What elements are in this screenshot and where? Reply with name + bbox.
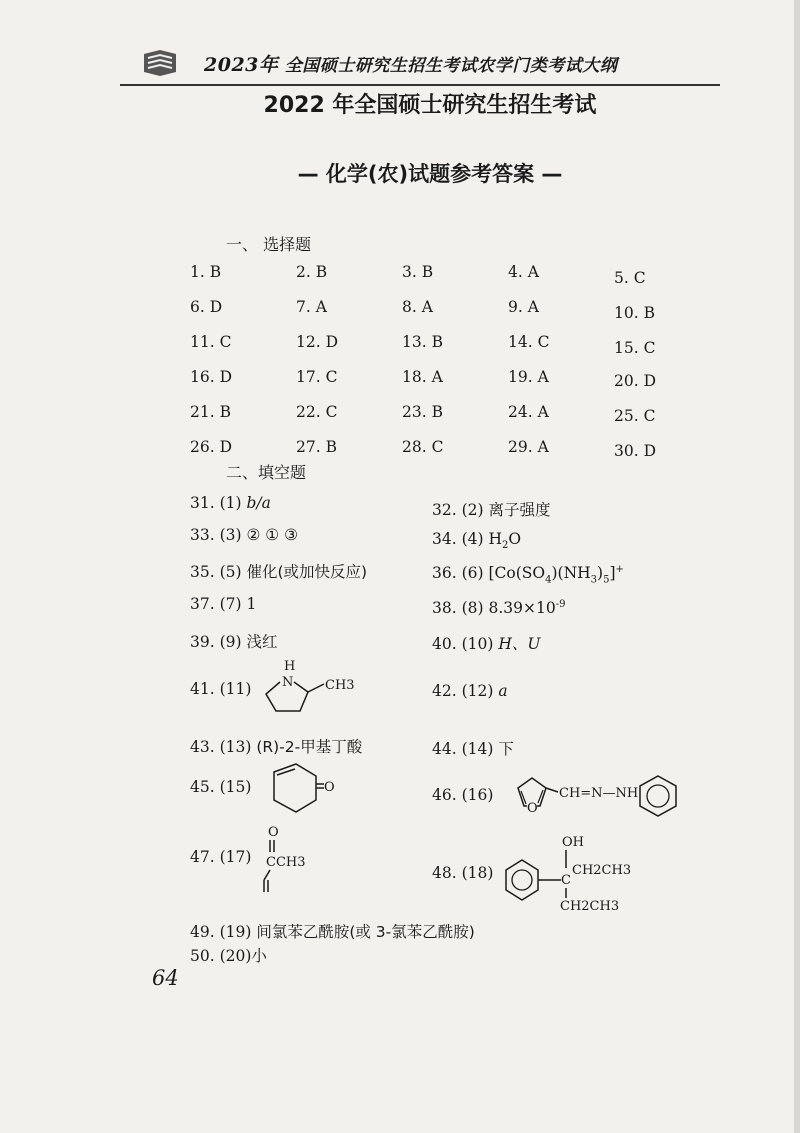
fill-answer-49 [190, 920, 475, 942]
answer-item: 7. A [296, 298, 327, 316]
answer-text: 催化(或加快反应) [246, 563, 368, 581]
atom-label: CH2CH3 [560, 899, 620, 914]
question-number: 45. (15) [190, 778, 252, 796]
fill-answer-47 [190, 848, 251, 866]
answer-item: 26. D [190, 438, 233, 456]
butenone-structure [256, 822, 346, 894]
fill-answer-40 [432, 632, 540, 654]
answer-item: 23. B [402, 403, 443, 421]
question-number: 42. (12) [432, 682, 499, 700]
question-number: 44. (14) [432, 740, 499, 758]
answer-item: 10. B [614, 304, 655, 322]
section-multiple-choice: 一、 选择题 [226, 235, 312, 254]
multiple-choice-answers [190, 263, 670, 473]
page-number: 64 [152, 966, 179, 990]
answer-text: 8.39×10 [488, 599, 556, 618]
methylpyrrolidine-structure [262, 656, 372, 716]
answer-text: 离子强度 [488, 501, 551, 519]
atom-label: OH [562, 835, 584, 850]
answer-item: 11. C [190, 333, 232, 351]
answer-text: [Co(SO [488, 564, 546, 583]
fill-answer-44 [432, 737, 514, 759]
diethylbenzyl-alcohol-structure [500, 830, 630, 916]
header-title [204, 50, 617, 77]
answer-text: O [508, 530, 522, 548]
answer-text: a [498, 682, 508, 700]
fill-answer-38 [432, 599, 565, 617]
answer-key-title: — 化学(农)试题参考答案 — [297, 162, 563, 186]
fill-answer-42 [432, 682, 508, 700]
fill-answer-37 [190, 595, 256, 613]
answer-item: 20. D [614, 372, 657, 390]
fill-answer-43 [190, 735, 362, 757]
answer-text: (R)-2-甲基丁酸 [256, 738, 363, 756]
fill-answer-33 [190, 526, 298, 544]
question-number: 35. (5) [190, 563, 247, 581]
question-number: 50. (20) [190, 947, 252, 965]
superscript: + [615, 564, 624, 575]
answer-text: ] [609, 564, 616, 583]
answer-item: 16. D [190, 368, 233, 386]
answer-item: 6. D [190, 298, 223, 316]
subscript: 5 [603, 574, 610, 586]
answer-item: 2. B [296, 263, 328, 281]
atom-label: CCH3 [266, 855, 306, 870]
atom-label: O [527, 801, 538, 816]
question-number: 40. (10) [432, 635, 499, 653]
header-text: 全国硕士研究生招生考试农学门类考试大纲 [284, 56, 618, 76]
answer-item: 25. C [614, 407, 656, 425]
answer-text: 下 [498, 740, 514, 758]
answer-row [190, 298, 670, 333]
question-number: 48. (18) [432, 864, 494, 882]
question-number: 38. (8) [432, 599, 489, 618]
fill-answer-41 [190, 680, 251, 698]
exam-title: 2022 年全国硕士研究生招生考试 [263, 93, 597, 118]
answer-text: ) [597, 564, 604, 583]
header-year: 2023年 [204, 54, 279, 76]
answer-text: 间氯苯乙酰胺(或 3-氯苯乙酰胺) [256, 923, 475, 941]
superscript: -9 [555, 599, 566, 610]
answer-row [190, 403, 670, 438]
atom-label: CH2CH3 [572, 863, 632, 878]
fill-answer-50 [190, 944, 267, 966]
answer-item: 19. A [508, 368, 549, 386]
answer-item: 28. C [402, 438, 444, 456]
question-number: 39. (9) [190, 633, 247, 651]
answer-text: 浅红 [246, 633, 278, 651]
question-number: 47. (17) [190, 848, 252, 866]
answer-text: ② ① ③ [246, 526, 299, 544]
atom-label: CH=N—NH [559, 786, 639, 801]
section-fill-in: 二、填空题 [226, 463, 307, 482]
fill-answer-36 [432, 564, 624, 585]
answer-item: 8. A [402, 298, 433, 316]
answer-item: 3. B [402, 263, 434, 281]
answer-item: 17. C [296, 368, 338, 386]
fill-answer-46 [432, 786, 493, 804]
answer-item: 12. D [296, 333, 339, 351]
question-number: 46. (16) [432, 786, 494, 804]
fill-answer-48 [432, 864, 493, 882]
book-logo-icon [140, 48, 180, 78]
fill-answer-35 [190, 560, 367, 582]
question-number: 36. (6) [432, 564, 489, 583]
answer-item: 4. A [508, 263, 539, 281]
answer-text: )(NH [551, 564, 591, 583]
furfural-phenylhydrazone-structure [508, 770, 698, 826]
answer-item: 14. C [508, 333, 550, 351]
question-number: 41. (11) [190, 680, 252, 698]
fill-answer-31 [190, 494, 271, 512]
answer-item: 15. C [614, 339, 656, 357]
atom-label: N [282, 675, 294, 690]
answer-row [190, 368, 670, 403]
answer-item: 18. A [402, 368, 443, 386]
question-number: 49. (19) [190, 923, 257, 941]
answer-text: H、U [498, 635, 541, 653]
question-number: 34. (4) [432, 530, 489, 548]
answer-item: 5. C [614, 269, 646, 287]
question-number: 37. (7) [190, 595, 247, 613]
running-header [80, 40, 720, 84]
answer-text: H [488, 530, 502, 548]
subscript: 4 [545, 574, 552, 586]
fill-answer-34 [432, 530, 521, 551]
atom-label: O [268, 825, 279, 840]
answer-item: 30. D [614, 442, 657, 460]
fill-answer-39 [190, 630, 277, 652]
atom-label: CH3 [325, 678, 355, 693]
answer-text: b/a [246, 494, 271, 512]
answer-item: 1. B [190, 263, 222, 281]
answer-item: 29. A [508, 438, 549, 456]
cyclohexenone-structure [262, 762, 342, 818]
answer-row [190, 333, 670, 368]
answer-text: 1 [246, 595, 257, 613]
answer-item: 9. A [508, 298, 539, 316]
question-number: 33. (3) [190, 526, 247, 544]
answer-item: 24. A [508, 403, 549, 421]
question-number: 31. (1) [190, 494, 247, 512]
subscript: 2 [502, 540, 509, 552]
question-number: 43. (13) [190, 738, 257, 756]
answer-row [190, 263, 670, 298]
atom-label: H [284, 659, 296, 674]
answer-item: 27. B [296, 438, 337, 456]
answer-item: 21. B [190, 403, 231, 421]
question-number: 32. (2) [432, 501, 489, 519]
fill-answer-32 [432, 498, 550, 520]
atom-label: O [324, 780, 335, 795]
answer-item: 13. B [402, 333, 443, 351]
atom-label: C [561, 873, 571, 888]
answer-item: 22. C [296, 403, 338, 421]
fill-answer-45 [190, 778, 251, 796]
subscript: 3 [590, 574, 598, 586]
header-rule [120, 84, 720, 86]
answer-text: 小 [251, 947, 267, 965]
